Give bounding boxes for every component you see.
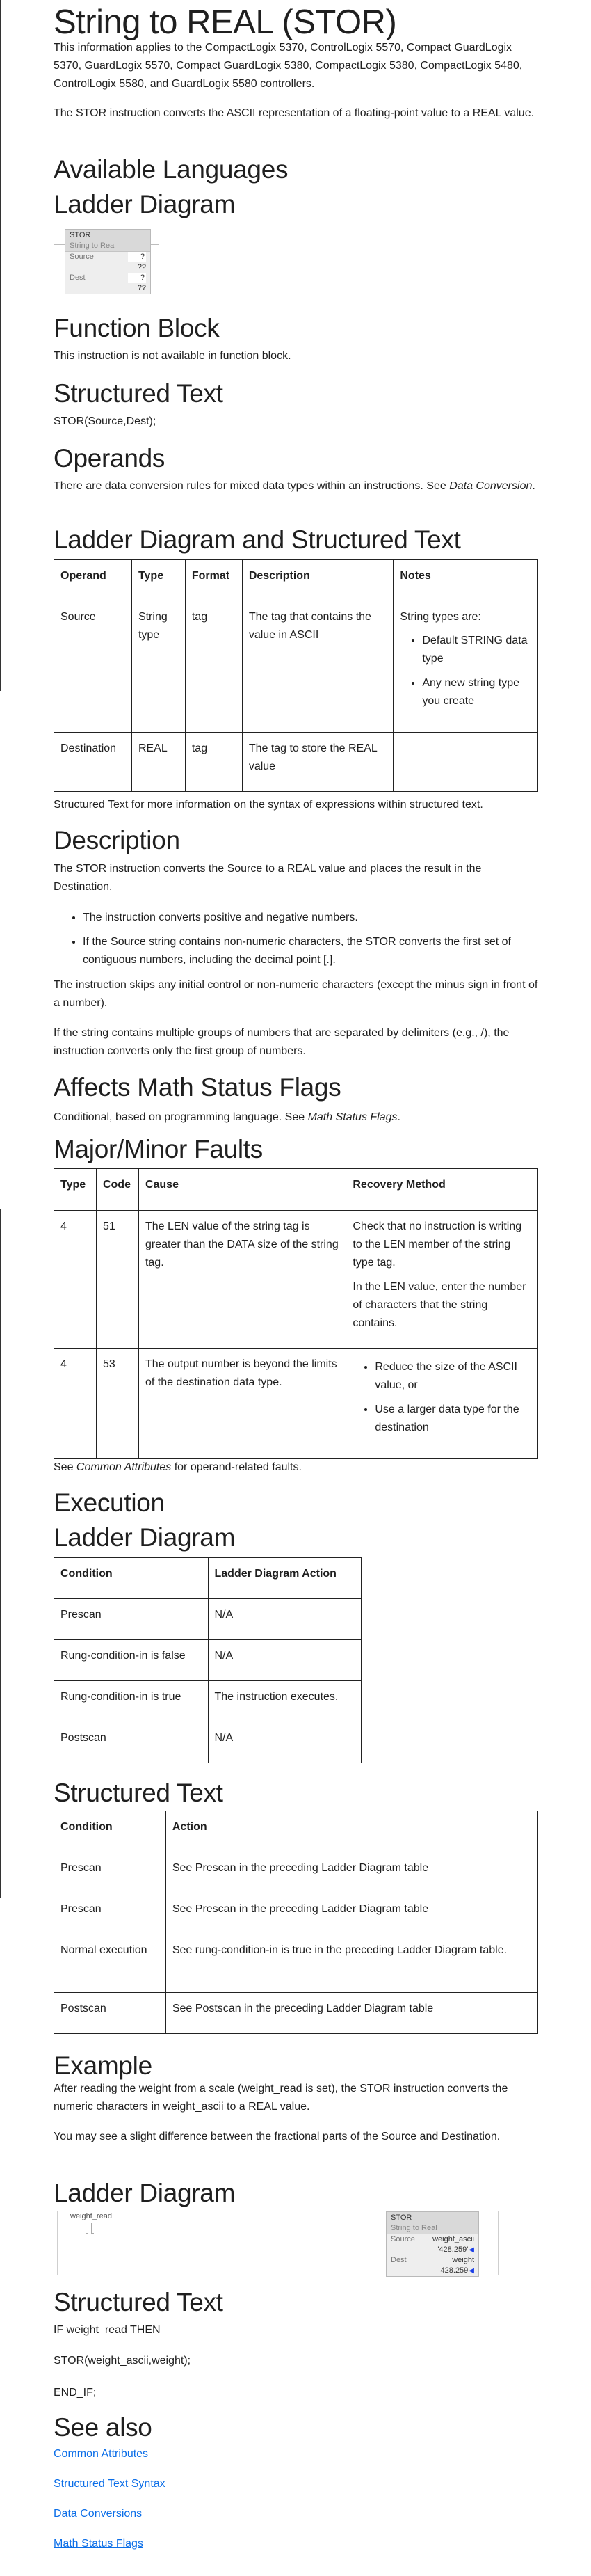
function-block-heading: Function Block (54, 314, 220, 342)
operand-row-source (65, 252, 150, 262)
fault-type-cell: 4 (54, 1211, 97, 1349)
description-paragraph: If the string contains multiple groups of numbers that are separated by delimiters (e.g., /), the instruction converts only the first group of numbers. (54, 1027, 510, 1057)
type-cell: REAL (131, 733, 185, 792)
table-row (54, 733, 538, 792)
math-flags-text-prefix: Conditional, based on programming language. See (54, 1111, 308, 1123)
table-header-row (54, 1558, 362, 1599)
condition-cell: Prescan (54, 1852, 166, 1893)
faults-table (54, 1168, 538, 1459)
operand-row-dest (65, 273, 150, 283)
fault-type-cell: 4 (54, 1349, 97, 1459)
description-bullets (54, 909, 538, 976)
stor-instruction-block (386, 2211, 479, 2277)
action-cell: See Prescan in the preceding Ladder Diagram table (165, 1852, 537, 1893)
operands-heading: Operands (54, 444, 165, 472)
action-cell: N/A (208, 1640, 362, 1681)
summary-text: The STOR instruction converts the ASCII representation of a floating-point value to a REAL value. (54, 107, 535, 119)
st-code-line: STOR(weight_ascii,weight); (54, 2355, 191, 2367)
table-row (54, 1640, 362, 1681)
format-cell: tag (185, 733, 242, 792)
column-header: Code (96, 1169, 138, 1211)
condition-cell: Rung-condition-in is false (54, 1640, 209, 1681)
operands-text-suffix: . (532, 480, 535, 492)
table-row (54, 1211, 538, 1349)
instruction-name: STOR (70, 231, 91, 239)
operand-cell: Destination (54, 733, 132, 792)
operand-live-value (441, 2266, 474, 2276)
column-header: Operand (54, 560, 132, 601)
operand-tag: weight_ascii (432, 2235, 474, 2243)
action-cell: See rung-condition-in is true in the preceding Ladder Diagram table. (165, 1934, 537, 1993)
example-ladder-figure (54, 2211, 499, 2277)
condition-cell: Prescan (54, 1893, 166, 1934)
column-header: Type (54, 1169, 97, 1211)
operand-label: Source (70, 253, 94, 261)
available-languages-heading: Available Languages (54, 155, 289, 184)
operands-footnote: Structured Text for more information on the syntax of expressions within structured text. (54, 799, 483, 811)
column-header: Notes (394, 560, 538, 601)
applies-to-text: This information applies to the CompactLogix 5370, ControlLogix 5570, Compact GuardLogix 5370, GuardLogix 5570, Compact GuardLogix 5380, CompactLogix 5380, CompactLogix 5480, ControlLogix 5580, and GuardLogix 5580 controllers. (54, 42, 523, 90)
description-bullet: • The instruction converts positive and negative numbers. (83, 909, 538, 927)
recovery-paragraph: In the LEN value, enter the number of characters that the string contains. (353, 1281, 526, 1329)
example-paragraph: You may see a slight difference between the fractional parts of the Source and Destination. (54, 2131, 501, 2142)
description-cell: The tag to store the REAL value (242, 733, 394, 792)
operand-tag: weight (452, 2256, 474, 2264)
table-row (54, 601, 538, 733)
column-header: Cause (138, 1169, 346, 1211)
math-flags-heading: Affects Math Status Flags (54, 1073, 341, 1102)
column-header: Action (165, 1811, 537, 1852)
operand-subvalue: ?? (137, 263, 146, 271)
fault-cause-cell: The output number is beyond the limits of the destination data type. (138, 1349, 346, 1459)
description-paragraph: The STOR instruction converts the Source to a REAL value and places the result in the Destination. (54, 863, 482, 893)
instruction-header (65, 230, 150, 252)
notes-cell (394, 733, 538, 792)
rung-line (54, 244, 65, 245)
condition-cell: Rung-condition-in is true (54, 1681, 209, 1722)
operand-value: ? (128, 252, 146, 262)
example-heading: Example (54, 2051, 152, 2080)
column-header: Type (131, 560, 185, 601)
operand-label: Dest (70, 273, 86, 282)
table-row (54, 1599, 362, 1640)
operand-live-value (437, 2245, 474, 2255)
table-header-row (54, 560, 538, 601)
operand-row-dest (387, 2255, 478, 2266)
operands-table (54, 559, 538, 792)
faults-footnote-suffix: for operand-related faults. (171, 1461, 302, 1473)
link-math-status-flags[interactable]: Math Status Flags (54, 2538, 143, 2550)
operand-row-source (387, 2234, 478, 2245)
example-ladder-heading: Ladder Diagram (54, 2179, 236, 2207)
execution-st-table (54, 1811, 538, 2034)
notes-bullet: • Default STRING data type (422, 632, 531, 668)
rung-line (149, 244, 159, 245)
faults-footnote (54, 1458, 538, 1477)
link-data-conversions[interactable]: Data Conversions (54, 2508, 143, 2520)
notes-intro: String types are: (400, 611, 481, 623)
table-row (54, 1722, 362, 1763)
stor-instruction-block (65, 229, 151, 294)
table-row (54, 1681, 362, 1722)
faults-heading: Major/Minor Faults (54, 1135, 263, 1163)
ladder-diagram-heading: Ladder Diagram (54, 190, 236, 218)
table-row (54, 1993, 538, 2034)
instruction-header (387, 2212, 478, 2234)
see-also-heading: See also (54, 2413, 152, 2442)
format-cell: tag (185, 601, 242, 733)
column-header: Format (185, 560, 242, 601)
description-cell: The tag that contains the value in ASCII (242, 601, 394, 733)
recovery-paragraph: Check that no instruction is writing to the LEN member of the string type tag. (353, 1221, 522, 1269)
operand-value: ? (128, 273, 146, 283)
condition-cell: Postscan (54, 1722, 209, 1763)
description-paragraph: The instruction skips any initial control or non-numeric characters (except the minus sign in front of a number). (54, 979, 538, 1009)
table-row (54, 1893, 538, 1934)
st-code-line: END_IF; (54, 2387, 97, 2399)
st-code-line: IF weight_read THEN (54, 2324, 161, 2336)
link-structured-text-syntax[interactable]: Structured Text Syntax (54, 2478, 165, 2490)
example-st-heading: Structured Text (54, 2288, 223, 2316)
structured-text-heading: Structured Text (54, 379, 223, 408)
type-cell: String type (131, 601, 185, 733)
operand-label: Source (391, 2235, 415, 2243)
common-attributes-reference: Common Attributes (76, 1461, 172, 1473)
contact-tag-label: weight_read (70, 2212, 112, 2220)
fault-recovery-cell (346, 1349, 538, 1459)
action-cell: See Postscan in the preceding Ladder Diagram table (165, 1993, 537, 2034)
left-power-rail (57, 2211, 58, 2275)
math-status-flags-reference: Math Status Flags (307, 1111, 398, 1123)
condition-cell: Normal execution (54, 1934, 166, 1993)
column-header: Recovery Method (346, 1169, 538, 1211)
action-cell: N/A (208, 1599, 362, 1640)
operand-label: Dest (391, 2256, 407, 2264)
operand-value-row (387, 2245, 478, 2255)
column-header: Condition (54, 1558, 209, 1599)
notes-bullet: • Any new string type you create (422, 674, 531, 710)
see-also-item (54, 2478, 165, 2490)
operands-text-prefix: There are data conversion rules for mixed data types within an instructions. See (54, 480, 450, 492)
table-header-row (54, 1811, 538, 1852)
execution-ladder-heading: Ladder Diagram (54, 1523, 236, 1552)
description-heading: Description (54, 826, 180, 854)
ladder-diagram-figure (54, 223, 165, 299)
instruction-subtitle: String to Real (391, 2224, 437, 2232)
description-bullet: • If the Source string contains non-numeric characters, the STOR converts the first set of contiguous numbers, including the decimal point [.]. (83, 933, 538, 969)
page-title: String to REAL (STOR) (54, 3, 397, 41)
column-header: Condition (54, 1811, 166, 1852)
column-header: Ladder Diagram Action (208, 1558, 362, 1599)
fault-code-cell: 51 (96, 1211, 138, 1349)
arrow-left-icon: ◀ (469, 2267, 474, 2275)
table-row (54, 1852, 538, 1893)
action-cell: See Prescan in the preceding Ladder Diagram table (165, 1893, 537, 1934)
table-row (54, 1349, 538, 1459)
execution-st-heading: Structured Text (54, 1779, 223, 1807)
operands-table-heading: Ladder Diagram and Structured Text (54, 525, 461, 554)
column-header: Description (242, 560, 394, 601)
function-block-text: This instruction is not available in function block. (54, 350, 291, 362)
condition-cell: Prescan (54, 1599, 209, 1640)
operand-subrow (65, 262, 150, 273)
fault-recovery-cell (346, 1211, 538, 1349)
source-value: '428.259' (437, 2245, 469, 2254)
notes-cell (394, 601, 538, 733)
math-flags-text-suffix: . (397, 1111, 400, 1123)
operand-value-row (387, 2266, 478, 2276)
faults-footnote-prefix: See (54, 1461, 76, 1473)
recovery-bullet: • Reduce the size of the ASCII value, or (375, 1358, 531, 1394)
operand-cell: Source (54, 601, 132, 733)
action-cell: N/A (208, 1722, 362, 1763)
structured-text-code: STOR(Source,Dest); (54, 415, 156, 427)
action-cell: The instruction executes. (208, 1681, 362, 1722)
link-common-attributes[interactable]: Common Attributes (54, 2448, 149, 2460)
dest-value: 428.259 (440, 2266, 469, 2275)
table-row (54, 1934, 538, 1993)
table-header-row (54, 1169, 538, 1211)
math-flags-text (54, 1108, 538, 1127)
xic-contact-icon (86, 2223, 94, 2232)
operands-text (54, 477, 538, 495)
fault-code-cell: 53 (96, 1349, 138, 1459)
see-also-item (54, 2508, 142, 2520)
operand-subrow (65, 283, 150, 294)
left-margin-rule (0, 1209, 1, 1898)
see-also-item (54, 2538, 143, 2550)
fault-cause-cell: The LEN value of the string tag is greater than the DATA size of the string tag. (138, 1211, 346, 1349)
example-paragraph: After reading the weight from a scale (weight_read is set), the STOR instruction converts the numeric characters in weight_ascii to a REAL value. (54, 2083, 508, 2113)
recovery-bullet: • Use a larger data type for the destination (375, 1401, 531, 1437)
operand-subvalue: ?? (137, 284, 146, 292)
left-margin-rule (0, 0, 1, 691)
arrow-left-icon: ◀ (469, 2246, 474, 2254)
see-also-item (54, 2448, 148, 2460)
execution-heading: Execution (54, 1488, 165, 1517)
instruction-subtitle: String to Real (70, 241, 116, 250)
execution-ladder-table (54, 1557, 362, 1763)
instruction-name: STOR (391, 2213, 412, 2222)
right-power-rail (498, 2211, 499, 2275)
data-conversion-reference: Data Conversion (449, 480, 533, 492)
condition-cell: Postscan (54, 1993, 166, 2034)
